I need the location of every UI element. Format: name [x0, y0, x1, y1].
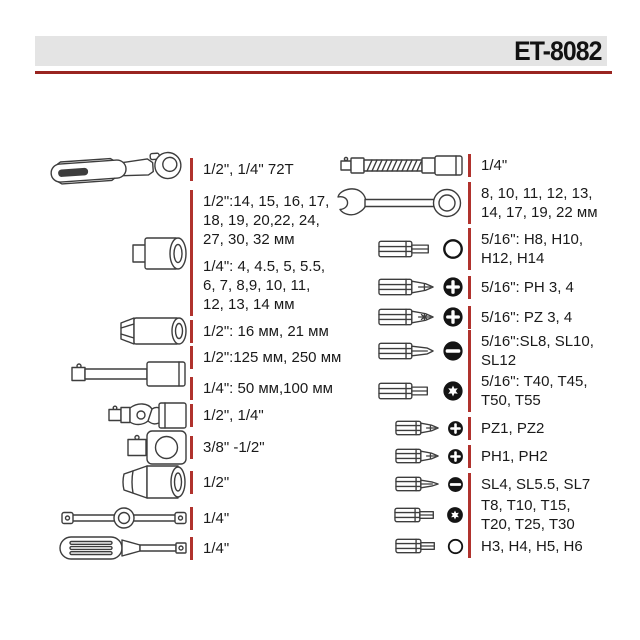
spec-text	[468, 417, 544, 440]
spec-line: 1/2", 1/4"	[203, 406, 264, 424]
spec-line: 8, 10, 11, 12, 13,	[481, 185, 593, 202]
spec-line: 1/4": 50 мм,100 мм	[203, 380, 333, 397]
spec-text	[468, 473, 590, 496]
extension-bar-icon	[70, 356, 188, 390]
torx-end-icon	[446, 506, 464, 524]
slotted-bit-icon	[378, 338, 436, 364]
spec-text	[190, 404, 264, 427]
spec-row-spinner-handle	[42, 534, 332, 562]
spec-row-slotted-bits-small	[336, 474, 634, 494]
spec-row-hex-bits-small	[336, 536, 634, 556]
slotted-bit-small-icon	[395, 474, 441, 494]
spec-text-group	[190, 346, 341, 400]
torx-end-icon	[442, 380, 464, 402]
phillips-end-icon	[447, 448, 464, 465]
spec-line: PZ1, PZ2	[481, 419, 545, 437]
spec-line: H3, H4, H5, H6	[481, 537, 583, 555]
spec-line: H12, H14	[481, 250, 545, 267]
spec-line: 6, 7, 8,9, 10, 11,	[203, 277, 311, 294]
product-model-title: ET-8082	[514, 35, 602, 66]
spec-row-spark-plug-socket	[42, 464, 332, 500]
spec-text	[190, 190, 332, 316]
spec-line: 27, 30, 32 мм	[203, 231, 295, 248]
spec-text	[190, 436, 265, 459]
pozidriv-end-icon	[442, 306, 464, 328]
spinner-handle-icon	[58, 534, 188, 562]
spec-line: 1/4": 4, 4.5, 5, 5.5,	[203, 258, 326, 275]
spec-text	[190, 346, 341, 369]
spec-line: 1/4"	[481, 156, 508, 174]
spec-text	[190, 471, 229, 494]
spec-text	[190, 320, 329, 343]
header-bar	[35, 36, 607, 66]
sliding-t-bar-icon	[60, 507, 188, 529]
spec-text	[468, 535, 583, 558]
hex-end-icon	[447, 538, 464, 555]
ratchet-icon	[47, 142, 190, 196]
deep-socket-icon	[118, 315, 188, 347]
spec-row-ratchet	[42, 148, 332, 190]
phillips-bit-icon	[378, 274, 436, 300]
phillips-bit-small-icon	[395, 446, 441, 466]
hex-bit-small-icon	[395, 536, 441, 556]
pozidriv-bit-small-icon	[395, 418, 441, 438]
spec-row-combination-wrench	[336, 184, 634, 222]
header-underline	[35, 71, 612, 74]
spark-plug-socket-icon	[120, 463, 188, 501]
spec-line: 5/16": PH 3, 4	[481, 278, 574, 296]
spec-line: 1/2", 1/4" 72T	[203, 160, 294, 178]
spec-line: SL4, SL5.5, SL7	[481, 475, 591, 493]
spec-row-hex-bits-large	[336, 230, 634, 268]
spec-text	[468, 182, 634, 224]
adapter-icon	[126, 428, 188, 466]
spec-row-pozidriv-bits-large	[336, 306, 634, 328]
right-column	[336, 152, 634, 556]
spec-line: 5/16": PZ 3, 4	[481, 308, 573, 326]
spec-text	[190, 507, 229, 530]
socket-icon	[132, 233, 188, 273]
spec-line: 1/2": 16 мм, 21 мм	[203, 322, 329, 340]
spec-row-torx-bits-large	[336, 372, 634, 410]
left-column	[42, 148, 342, 562]
spec-line: 5/16": H8, H10,	[481, 231, 584, 248]
spec-line: 1/2":125 мм, 250 мм	[203, 349, 342, 366]
flexible-extension-icon	[340, 151, 464, 179]
spec-line: 3/8" -1/2"	[203, 438, 265, 456]
spec-row-universal-joint	[42, 402, 332, 428]
spec-text	[468, 154, 507, 177]
spec-line: SL12	[481, 352, 517, 369]
spec-text	[190, 158, 294, 181]
spec-text	[190, 377, 341, 400]
hex-end-icon	[442, 238, 464, 260]
combination-wrench-icon	[336, 185, 464, 221]
spec-text	[468, 228, 634, 270]
spec-line: T20, T25, T30	[481, 516, 575, 533]
spec-line: T8, T10, T15,	[481, 497, 571, 514]
torx-bit-small-icon	[394, 505, 440, 525]
hex-bit-icon	[378, 236, 436, 262]
universal-joint-icon	[108, 400, 188, 430]
spec-line: 1/4"	[203, 509, 230, 527]
spec-row-adapter	[42, 432, 332, 462]
phillips-end-icon	[442, 276, 464, 298]
spec-line: 18, 19, 20,22, 24,	[203, 212, 320, 229]
spec-line: PH1, PH2	[481, 447, 548, 465]
spec-line: 12, 13, 14 мм	[203, 296, 295, 313]
spec-text	[190, 537, 229, 560]
spec-row-slotted-bits-large	[336, 332, 634, 370]
spec-line: 1/2":14, 15, 16, 17,	[203, 193, 330, 210]
slotted-end-icon	[442, 340, 464, 362]
spec-row-phillips-bits-large	[336, 276, 634, 298]
spec-text	[468, 370, 634, 412]
spec-line: 5/16": T40, T45,	[481, 373, 588, 390]
torx-bit-icon	[378, 378, 436, 404]
spec-line: 1/2"	[203, 473, 230, 491]
spec-row-phillips-bits-small	[336, 446, 634, 466]
spec-line: 5/16":SL8, SL10,	[481, 333, 594, 350]
spec-text	[468, 330, 634, 372]
spec-row-extension-bars	[42, 348, 342, 398]
spec-row-pozidriv-bits-small	[336, 418, 634, 438]
pozidriv-bit-icon	[378, 304, 436, 330]
spec-text	[468, 306, 572, 329]
spec-text	[468, 276, 574, 299]
spec-row-flexible-extension	[336, 152, 634, 178]
spec-text	[468, 494, 634, 536]
spec-line: 1/4"	[203, 539, 230, 557]
spec-row-torx-bits-small	[336, 496, 634, 534]
pozidriv-end-icon	[447, 420, 464, 437]
spec-row-deep-socket	[42, 316, 332, 346]
spec-line: 14, 17, 19, 22 мм	[481, 204, 598, 221]
spec-row-sockets	[42, 190, 332, 316]
spec-text	[468, 445, 548, 468]
spec-row-sliding-t-bar	[42, 506, 332, 530]
slotted-end-icon	[447, 476, 464, 493]
spec-line: T50, T55	[481, 392, 541, 409]
